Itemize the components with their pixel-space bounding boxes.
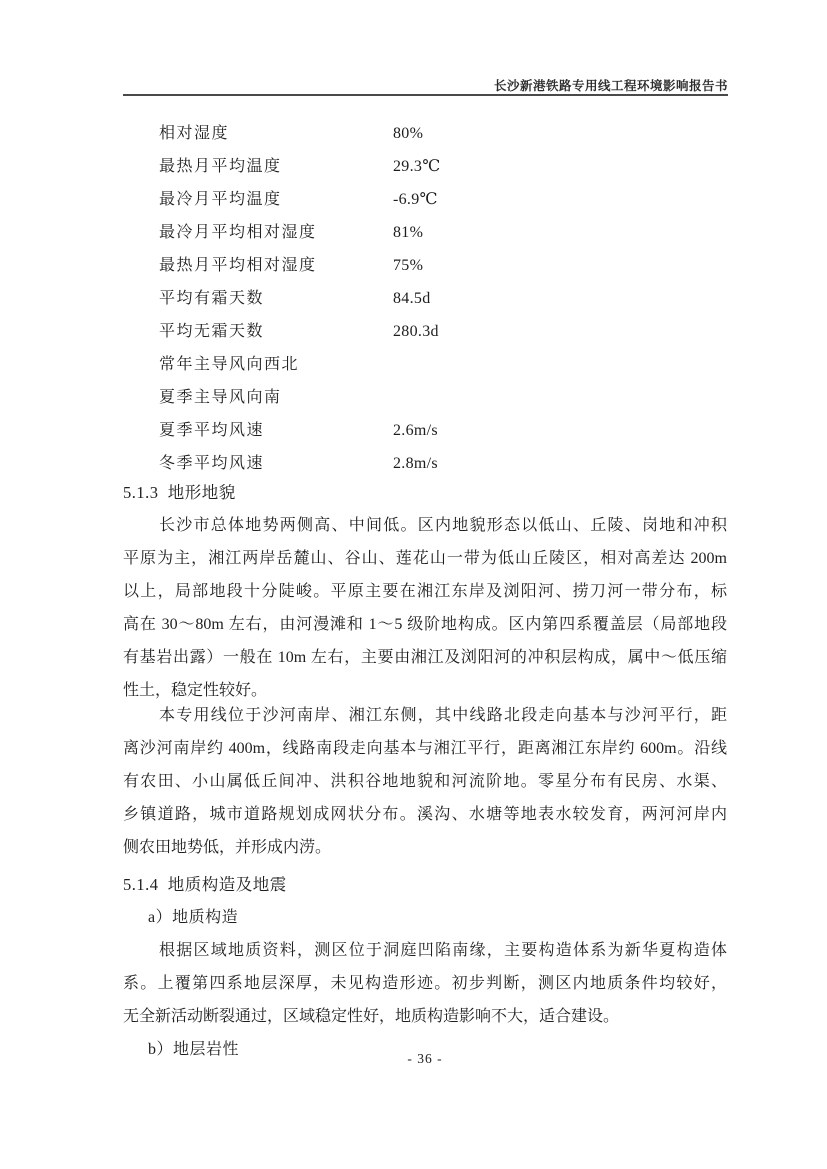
climate-row (123, 216, 727, 249)
climate-row (123, 414, 727, 447)
climate-label: 最热月平均温度 (159, 158, 282, 175)
climate-value: 2.6m/s (393, 422, 438, 439)
climate-row (123, 183, 727, 216)
climate-value: 75% (393, 257, 424, 274)
paragraph-line: 离沙河南岸约 400m，线路南段走向基本与湘江平行，距离湘江东岸约 600m。沿线 (123, 740, 727, 757)
climate-value: -6.9℃ (393, 191, 438, 208)
climate-row (123, 282, 727, 315)
climate-label: 平均无霜天数 (159, 323, 265, 340)
page-number: - 36 - (407, 1051, 443, 1066)
paragraph-line: 有农田、小山属低丘间冲、洪积谷地地貌和河流阶地。零星分布有民房、水渠、 (123, 773, 727, 790)
climate-label: 最热月平均相对湿度 (159, 257, 317, 274)
section-heading-513: 5.1.3 地形地貌 (123, 483, 236, 502)
section-heading-514: 5.1.4 地质构造及地震 (123, 875, 287, 894)
climate-row (123, 249, 727, 282)
paragraph-line: 性土，稳定性较好。 (123, 682, 268, 699)
climate-row (123, 381, 727, 414)
paragraph-line: 本专用线位于沙河南岸、湘江东侧，其中线路北段走向基本与沙河平行，距 (159, 707, 727, 724)
page-content (123, 117, 727, 1066)
climate-value: 280.3d (393, 323, 439, 340)
climate-row (123, 348, 727, 381)
paragraph-line: 以上，局部地段十分陡峻。平原主要在湘江东岸及浏阳河、捞刀河一带分布，标 (123, 583, 727, 600)
paragraph-geology (123, 934, 727, 1033)
paragraph-terrain-2 (123, 699, 727, 864)
climate-label: 相对湿度 (159, 125, 230, 142)
climate-value: 80% (393, 125, 424, 142)
paragraph-line: 高在 30～80m 左右，由河漫滩和 1～5 级阶地构成。区内第四系覆盖层（局部地段 (123, 616, 727, 633)
climate-label: 常年主导风向西北 (159, 356, 300, 373)
paragraph-line: 根据区域地质资料，测区位于洞庭凹陷南缘，主要构造体系为新华夏构造体 (159, 942, 727, 959)
climate-label: 夏季主导风向南 (159, 389, 282, 406)
climate-data-list (123, 117, 727, 480)
climate-value: 2.8m/s (393, 455, 438, 472)
climate-value: 84.5d (393, 290, 431, 307)
report-header-title: 长沙新港铁路专用线工程环境影响报告书 (493, 79, 728, 93)
climate-label: 最冷月平均相对湿度 (159, 224, 317, 241)
paragraph-terrain-1 (123, 509, 727, 707)
climate-row (123, 117, 727, 150)
header-rule (123, 94, 728, 96)
subsection-b-lithology: b）地层岩性 (148, 1041, 240, 1058)
subsection-a-geology: a）地质构造 (148, 909, 239, 926)
climate-label: 最冷月平均温度 (159, 191, 282, 208)
paragraph-line: 侧农田地势低，并形成内涝。 (123, 839, 332, 856)
paragraph-line: 系。上覆第四系地层深厚，未见构造形迹。初步判断，测区内地质条件均较好， (123, 975, 727, 992)
climate-row (123, 315, 727, 348)
climate-value: 29.3℃ (393, 158, 441, 175)
paragraph-line: 乡镇道路，城市道路规划成网状分布。溪沟、水塘等地表水较发育，两河河岸内 (123, 806, 727, 823)
climate-row (123, 150, 727, 183)
climate-label: 平均有霜天数 (159, 290, 265, 307)
paragraph-line: 长沙市总体地势两侧高、中间低。区内地貌形态以低山、丘陵、岗地和冲积 (159, 517, 727, 534)
climate-label: 冬季平均风速 (159, 455, 265, 472)
paragraph-line: 平原为主，湘江两岸岳麓山、谷山、莲花山一带为低山丘陵区，相对高差达 200m (123, 550, 727, 567)
paragraph-line: 无全新活动断裂通过，区域稳定性好，地质构造影响不大，适合建设。 (123, 1008, 620, 1025)
climate-value: 81% (393, 224, 424, 241)
paragraph-line: 有基岩出露）一般在 10m 左右，主要由湘江及浏阳河的冲积层构成，属中～低压缩 (123, 649, 727, 666)
climate-label: 夏季平均风速 (159, 422, 265, 439)
